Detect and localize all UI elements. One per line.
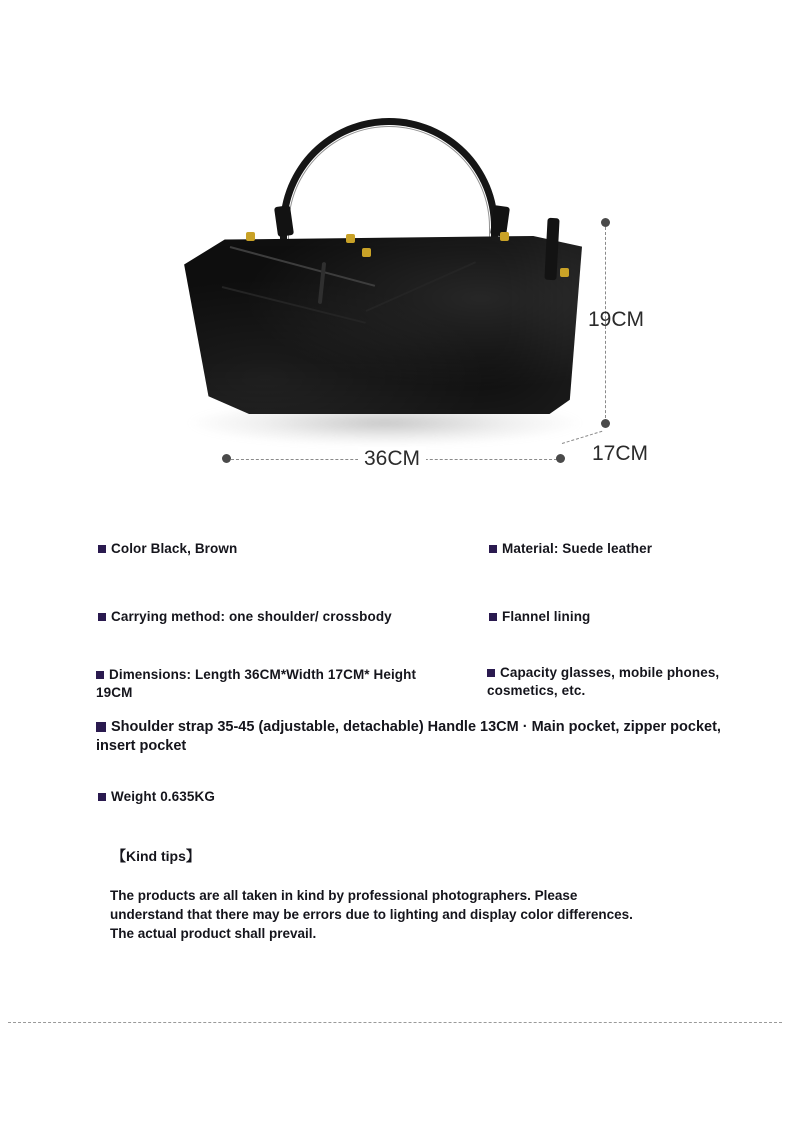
bag-hardware-4	[500, 232, 509, 241]
section-divider	[8, 1022, 782, 1023]
spec-material: Material: Suede leather	[489, 540, 652, 558]
bag-hardware-5	[560, 268, 569, 277]
spec-bullet-icon	[98, 613, 106, 621]
bag-body	[176, 236, 582, 414]
spec-strap-and-pockets: Shoulder strap 35-45 (adjustable, detachable) Handle 13CM · Main pocket, zipper pocket, insert pocket	[96, 719, 721, 754]
product-photo-area	[0, 0, 790, 500]
dimension-label-depth: 17CM	[592, 442, 649, 465]
dimension-dot-height-top	[601, 218, 610, 227]
spec-bullet-icon	[489, 613, 497, 621]
spec-carrying-method: Carrying method: one shoulder/ crossbody	[98, 608, 438, 626]
spec-bullet-icon	[489, 545, 497, 553]
spec-capacity: Capacity glasses, mobile phones, cosmetics, etc.	[487, 665, 720, 698]
spec-color: Color Black, Brown	[98, 540, 237, 558]
spec-bullet-icon	[96, 722, 106, 732]
spec-lining: Flannel lining	[489, 608, 590, 626]
bag-hardware-1	[246, 232, 255, 241]
kind-tips-body: The products are all taken in kind by professional photographers. Please understand that there may be errors due to lighting and display color differences. The actual product shall prevail.	[110, 888, 633, 941]
dimension-label-width: 36CM	[358, 447, 426, 471]
spec-bullet-icon	[96, 671, 104, 679]
spec-bullet-icon	[487, 669, 495, 677]
dimension-dot-width-right	[556, 454, 565, 463]
product-image-bag	[170, 100, 590, 460]
kind-tips-title: 【Kind tips】	[112, 848, 200, 864]
bag-hardware-3	[362, 248, 371, 257]
spec-bullet-icon	[98, 545, 106, 553]
bag-hardware-2	[346, 234, 355, 243]
spec-weight: Weight 0.635KG	[98, 788, 215, 806]
dimension-label-height: 19CM	[588, 308, 645, 331]
dimension-dot-width-left	[222, 454, 231, 463]
spec-bullet-icon	[98, 793, 106, 801]
dimension-dot-height-bottom	[601, 419, 610, 428]
spec-dimensions: Dimensions: Length 36CM*Width 17CM* Height 19CM	[96, 667, 417, 700]
